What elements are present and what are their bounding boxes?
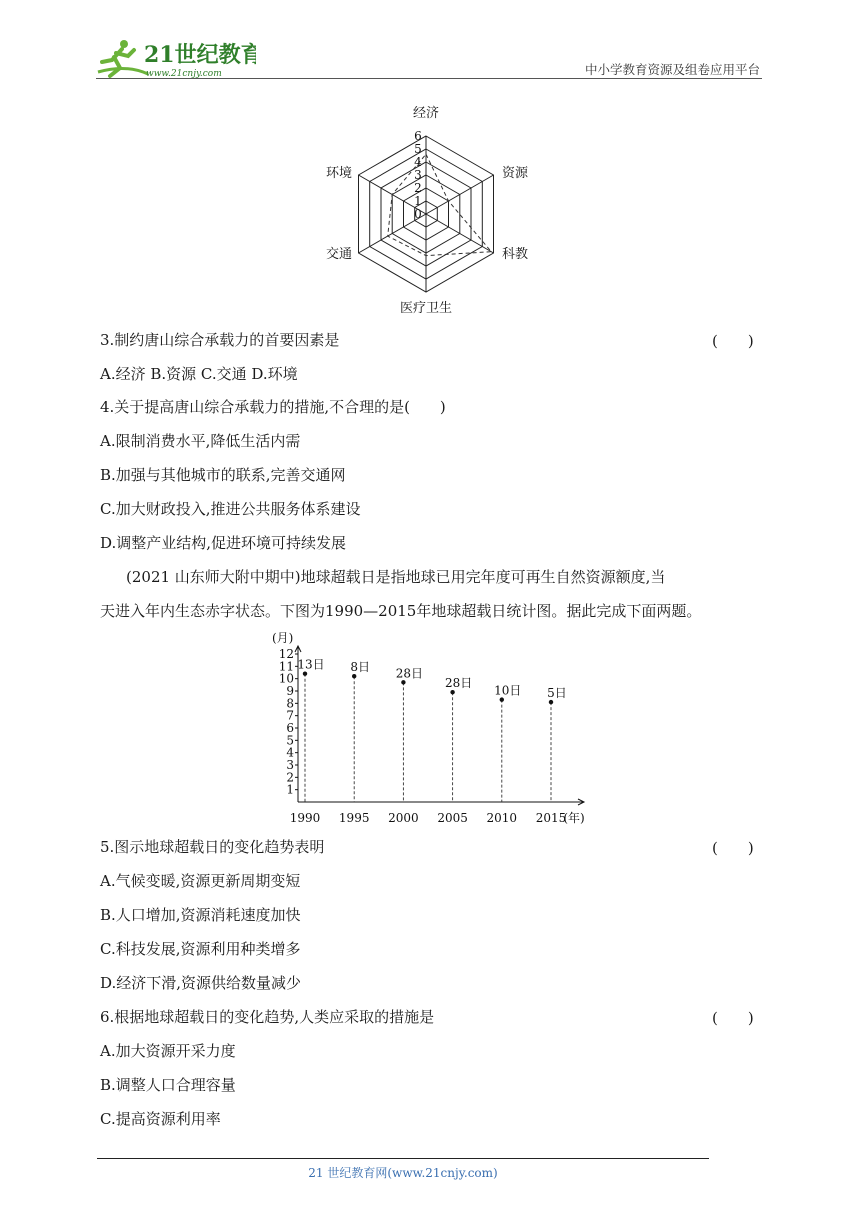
y-tick-label: 10 [278, 671, 294, 686]
x-tick-label: 2010 [486, 811, 518, 825]
radar-tick-label: 0 [414, 207, 422, 221]
radar-axis-label: 科教 [502, 247, 529, 262]
y-tick-label: 4 [286, 745, 294, 760]
y-tick-label: 12 [278, 647, 294, 661]
footer-text[interactable]: 21 世纪教育网(www.21cnjy.com) [308, 1166, 498, 1180]
radar-tick-label: 1 [414, 194, 422, 208]
x-tick-label: 2015 [535, 811, 567, 825]
logo-main-text: 21世纪教育 [144, 42, 256, 68]
y-tick-label: 11 [278, 659, 294, 674]
data-point [401, 680, 405, 684]
platform-name: 中小学教育资源及组卷应用平台 [584, 62, 760, 77]
radar-axis-label: 医疗卫生 [399, 301, 453, 316]
radar-chart [320, 102, 550, 320]
data-point [303, 672, 307, 676]
runner-icon [98, 40, 148, 76]
point-label: 5日 [547, 686, 567, 701]
radar-tick-label: 4 [414, 155, 422, 169]
radar-axis-label: 经济 [412, 106, 440, 121]
header-divider [96, 78, 762, 79]
x-axis-unit: (年) [563, 811, 585, 825]
y-tick-label: 7 [286, 708, 294, 723]
point-label: 13日 [297, 657, 325, 672]
footer-divider [97, 1158, 709, 1159]
q3-stem: 3.制约唐山综合承载力的首要因素是 [100, 331, 340, 349]
q4-option-c: C.加大财政投入,推进公共服务体系建设 [100, 500, 361, 518]
x-tick-label: 1990 [289, 811, 321, 825]
point-label: 28日 [395, 666, 424, 681]
point-label: 8日 [350, 660, 371, 675]
q6-stem: 6.根据地球超载日的变化趋势,人类应采取的措施是 [100, 1008, 435, 1026]
y-tick-label: 2 [286, 770, 294, 785]
q4-option-d: D.调整产业结构,促进环境可持续发展 [100, 534, 347, 552]
q4-stem: 4.关于提高唐山综合承载力的措施,不合理的是( ) [100, 398, 446, 416]
radar-axis-label: 交通 [325, 247, 352, 262]
q5-answer-bracket: ( ) [712, 839, 754, 857]
logo-sub-text: www.21cnjy.com [146, 69, 222, 79]
intro-line-2: 天进入年内生态赤字状态。下图为1990—2015年地球超载日统计图。据此完成下面两题。 [100, 602, 702, 620]
q5-option-c: C.科技发展,资源利用种类增多 [100, 940, 301, 958]
q3-answer-bracket: ( ) [712, 332, 754, 350]
radar-tick-label: 6 [414, 129, 422, 143]
q3-options: A.经济 B.资源 C.交通 D.环境 [100, 365, 298, 383]
x-tick-label: 2000 [388, 811, 419, 825]
data-point [549, 700, 553, 704]
y-tick-label: 3 [286, 758, 294, 772]
y-tick-label: 9 [286, 684, 294, 698]
data-point [500, 697, 504, 701]
x-tick-label: 2005 [437, 811, 468, 825]
radar-axis-label: 资源 [502, 166, 529, 181]
point-label: 10日 [494, 683, 522, 698]
radar-tick-label: 2 [414, 181, 422, 195]
y-axis-unit: (月) [272, 631, 294, 645]
y-tick-label: 6 [286, 721, 294, 735]
q5-option-d: D.经济下滑,资源供给数量减少 [100, 974, 302, 992]
q4-option-a: A.限制消费水平,降低生活内需 [100, 432, 301, 450]
q6-option-b: B.调整人口合理容量 [100, 1076, 236, 1094]
data-point [450, 690, 454, 694]
q6-answer-bracket: ( ) [712, 1009, 754, 1027]
intro-line-1: (2021 山东师大附中期中)地球超载日是指地球已用完年度可再生自然资源额度,当 [126, 568, 666, 586]
q6-option-a: A.加大资源开采力度 [100, 1042, 236, 1060]
q6-option-c: C.提高资源利用率 [100, 1110, 221, 1128]
y-tick-label: 1 [286, 782, 294, 797]
radar-axis-label: 环境 [325, 166, 352, 181]
q5-option-a: A.气候变暖,资源更新周期变短 [100, 872, 301, 890]
q5-option-b: B.人口增加,资源消耗速度加快 [100, 906, 301, 924]
radar-tick-label: 3 [414, 168, 422, 182]
q4-option-b: B.加强与其他城市的联系,完善交通网 [100, 466, 346, 484]
point-label: 28日 [444, 676, 473, 691]
site-logo [96, 38, 256, 82]
q5-stem: 5.图示地球超载日的变化趋势表明 [100, 838, 325, 856]
overshoot-day-chart [270, 628, 600, 828]
y-tick-label: 5 [286, 733, 294, 748]
y-tick-label: 8 [286, 696, 294, 711]
radar-tick-label: 5 [414, 142, 422, 156]
data-point [352, 674, 356, 678]
x-tick-label: 1995 [338, 811, 370, 825]
